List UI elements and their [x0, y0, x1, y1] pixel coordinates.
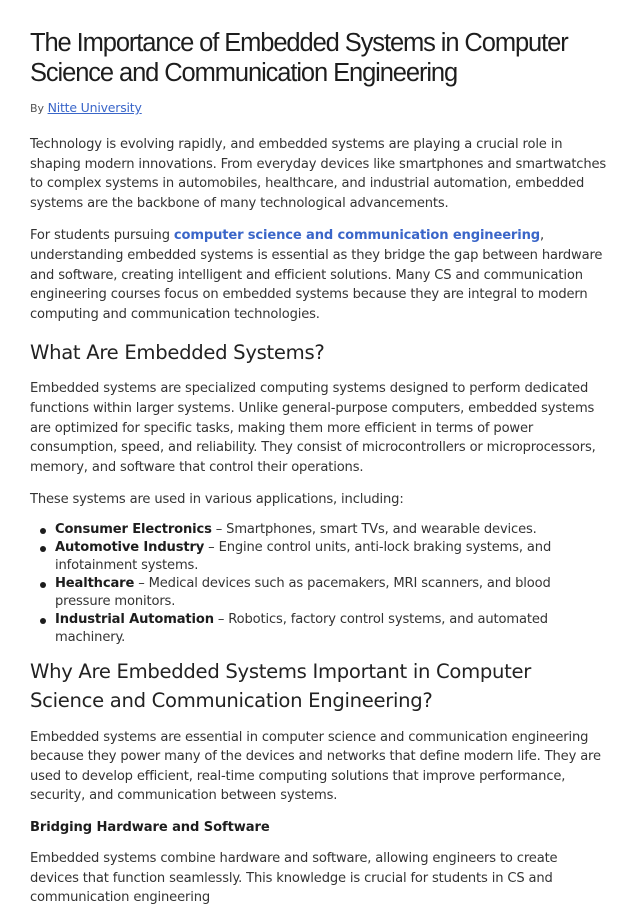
students-paragraph-start: For students pursuing — [30, 228, 174, 244]
applications-intro: These systems are used in various applications, including: — [30, 492, 404, 508]
section-heading-what-are-embedded-systems: What Are Embedded Systems? — [30, 341, 325, 365]
bridging-paragraph: Embedded systems combine hardware and software, allowing engineers to create devices that function seamlessly. This knowledge is crucial for students in CS and communication engineering — [30, 851, 558, 906]
section-heading-why-important: Why Are Embedded Systems Important in Computer Science and Communication Engineering? — [30, 659, 532, 712]
applications-list — [30, 521, 608, 647]
list-item — [55, 521, 608, 539]
list-item-description: – Engine control units, anti-lock braking systems, and infotainment systems. — [55, 540, 552, 573]
list-item — [55, 611, 608, 647]
students-paragraph-end: , understanding embedded systems is essential as they bridge the gap between hardware and software, creating intelligent and efficient solutions. Many CS and communication engineering courses focus on embedded systems because they are integral to modern computing and communication technologies. — [30, 228, 603, 322]
list-item-term: Industrial Automation — [55, 612, 214, 628]
list-item-description: – Medical devices such as pacemakers, MRI scanners, and blood pressure monitors. — [55, 576, 551, 609]
importance-paragraph: Embedded systems are essential in computer science and communication engineering because they power many of the devices and networks that define modern life. They are used to develop efficient, real-time computing solutions that improve performance, security, and communication between systems. — [30, 729, 601, 804]
byline — [30, 99, 608, 118]
list-item-term: Consumer Electronics — [55, 521, 212, 537]
students-paragraph — [30, 226, 608, 324]
definition-paragraph: Embedded systems are specialized computing systems designed to perform dedicated functions within larger systems. Unlike general-purpose computers, embedded systems are optimized for specific tasks, making them more efficient in terms of power consumption, speed, and reliability. They consist of microcontrollers or microprocessors, memory, and software that control their operations. — [30, 381, 596, 475]
author-link[interactable]: Nitte University — [47, 100, 142, 115]
byline-prefix: By — [30, 102, 45, 115]
list-item — [55, 575, 608, 611]
article-title: The Importance of Embedded Systems in Computer Science and Communication Engineering — [30, 29, 568, 87]
intro-paragraph: Technology is evolving rapidly, and embedded systems are playing a crucial role in shaping modern innovations. From everyday devices like smartphones and smartwatches to complex systems in automobiles, healthcare, and industrial automation, embedded systems are the backbone of many technological advancements. — [30, 137, 607, 211]
list-item-description: – Robotics, factory control systems, and automated machinery. — [55, 612, 548, 645]
cs-communication-engineering-link[interactable]: computer science and communication engineering — [173, 228, 540, 244]
subheading-bridging-hardware-software: Bridging Hardware and Software — [30, 820, 270, 836]
list-item — [55, 539, 608, 575]
list-item-term: Healthcare — [55, 576, 135, 592]
list-item-description: – Smartphones, smart TVs, and wearable devices. — [211, 521, 537, 537]
list-item-term: Automotive Industry — [55, 540, 205, 556]
